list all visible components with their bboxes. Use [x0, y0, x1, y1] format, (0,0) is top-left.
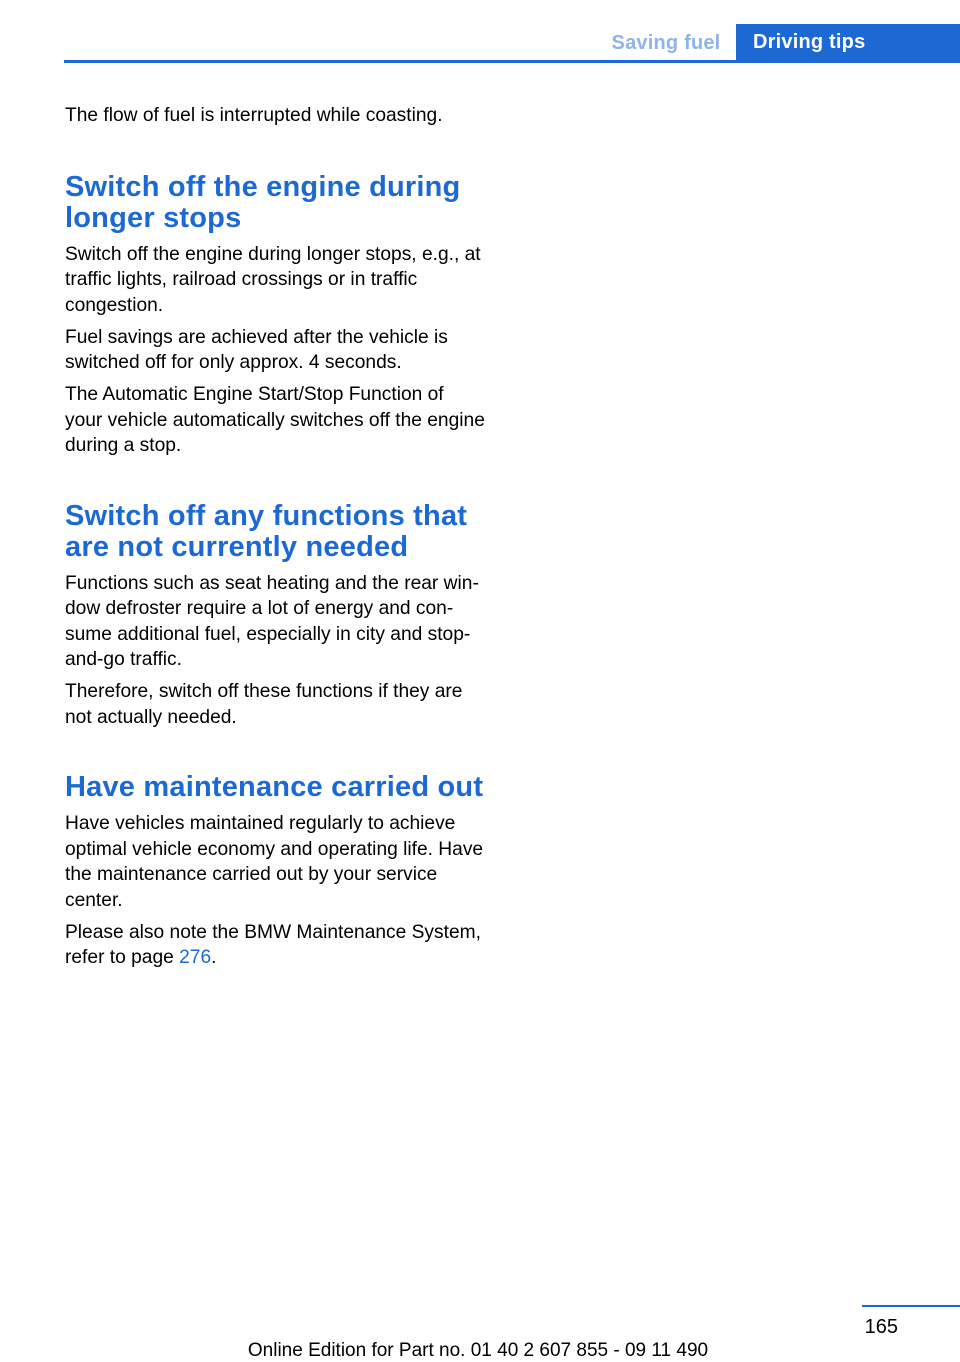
- footer-edition-text: Online Edition for Part no. 01 40 2 607 855 - 09 11 490: [247, 1340, 709, 1361]
- header-chapter-tab[interactable]: [736, 24, 960, 61]
- section-paragraph-reference: [65, 920, 485, 971]
- section-switch-off-functions: [65, 501, 485, 731]
- header-section-tab[interactable]: [598, 26, 734, 60]
- header-section-tab-label: Saving fuel: [611, 31, 721, 54]
- intro-paragraph: The flow of fuel is interrupted while coasting.: [65, 105, 443, 126]
- reference-text-end: .: [211, 947, 217, 968]
- page-reference-link[interactable]: 276: [179, 947, 212, 968]
- section-paragraph: Fuel savings are achieved after the vehicle is switched off for only approx. 4 seconds.: [65, 326, 448, 373]
- header-chapter-tab-label: Driving tips: [753, 31, 866, 53]
- section-paragraph: Functions such as seat heating and the rear window defroster require a lot of energy and consume additional fuel, especially in city and stop-and-go traffic.: [65, 572, 479, 670]
- section-maintenance: [65, 772, 485, 971]
- section-heading: Have maintenance carried out: [65, 771, 484, 803]
- section-heading: Switch off any functions that are not currently needed: [65, 499, 468, 563]
- page-content: [65, 103, 485, 1013]
- footer-edition-note: [0, 1340, 960, 1362]
- section-paragraph: The Automatic Engine Start/Stop Function of your vehicle automatically switches off the engine during a stop.: [65, 384, 485, 456]
- footer-divider: [862, 1305, 960, 1307]
- header-divider: [64, 60, 960, 63]
- section-switch-off-engine: [65, 172, 485, 459]
- section-paragraph: Switch off the engine during longer stops, e.g., at traffic lights, railroad crossings or in traffic congestion.: [65, 243, 481, 316]
- reference-text: Please also note the BMW Maintenance System, refer to page: [65, 921, 481, 968]
- section-paragraph: Have vehicles maintained regularly to achieve optimal vehicle economy and operating life. Have the maintenance carried out by your service center.: [65, 813, 484, 911]
- page-number: 165: [864, 1316, 898, 1338]
- section-paragraph: Therefore, switch off these functions if they are not actually needed.: [65, 681, 463, 728]
- section-heading: Switch off the engine during longer stops: [65, 170, 461, 234]
